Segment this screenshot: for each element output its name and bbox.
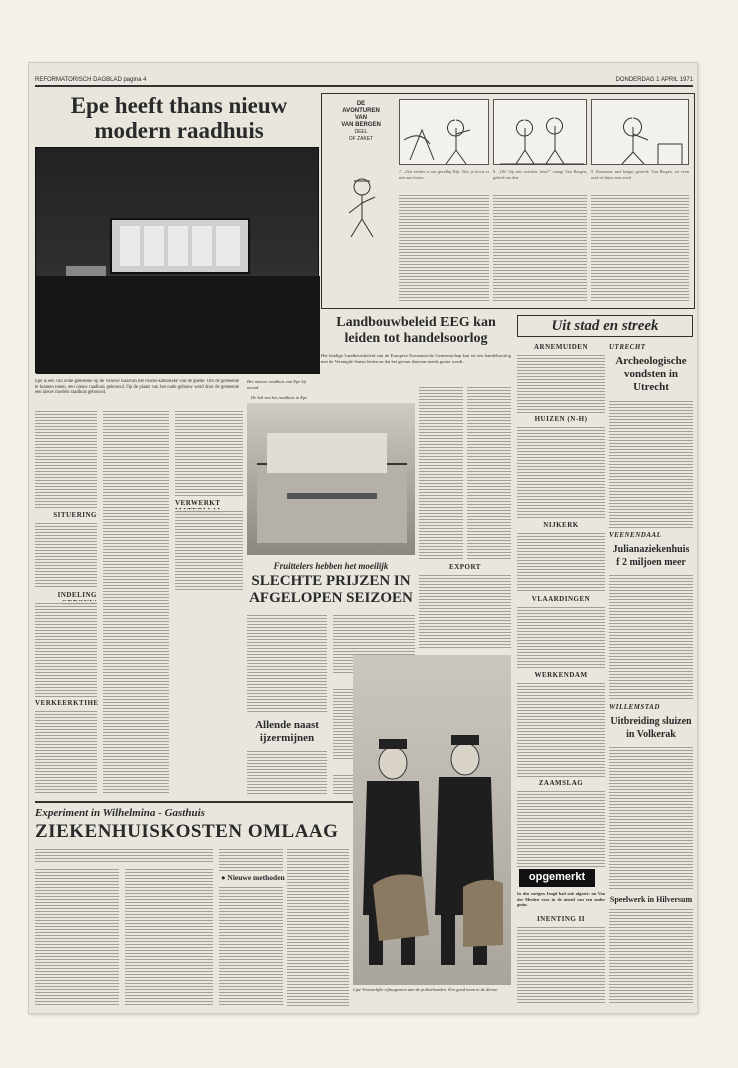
fruit-headline: SLECHTE PRIJZEN IN AFGELOPEN SEIZOEN bbox=[249, 573, 413, 606]
epe-subhead-situering: SITUERING bbox=[53, 511, 97, 519]
utrecht-text bbox=[609, 399, 693, 529]
ziekenhuis-headline: ZIEKENHUISKOSTEN OMLAAG bbox=[35, 821, 339, 842]
utrecht-headline: Archeologische vondsten in Utrecht bbox=[615, 355, 687, 393]
comic-text-lines-1 bbox=[399, 193, 489, 301]
eeg-lead: Het huidige Landbouwbeleid van de Europese Economische Gemeenschap kan tot een handelsoorlog met de Verenigde Staten leiden en dat het gevaar daarvan steeds groter wordt. bbox=[321, 353, 511, 364]
town-zaamslag: ZAAMSLAG bbox=[538, 779, 584, 787]
comic-text-lines-3 bbox=[591, 193, 689, 301]
comic-text-2: 8. „Oh! Op een wrieden, bent!" vraagt Van Bergen, gebied om den. bbox=[493, 169, 587, 180]
ziekenhuis-col1-text bbox=[35, 867, 119, 1007]
comic-text-lines-2 bbox=[493, 193, 587, 301]
eeg-col-text-3 bbox=[419, 573, 511, 649]
eeg-col1-text bbox=[419, 385, 463, 561]
willemstad-header: WILLEMSTAD bbox=[609, 703, 660, 711]
speelwerk-headline: Speelwerk in Hilversum bbox=[609, 895, 693, 904]
ziekenhuis-col3-text bbox=[219, 847, 283, 871]
vlaardingen-text bbox=[517, 605, 605, 669]
raadhuis-photo bbox=[35, 147, 319, 373]
police-photo-caption: Lipe Vrouwelijke rijksagenten aan de politiehonden. Een goed team in de dienst. bbox=[353, 987, 498, 992]
sluizen-headline: Uitbreiding sluizen in Volkerak bbox=[610, 716, 692, 740]
veenendaal-header: VEENENDAAL bbox=[609, 531, 662, 539]
ziekenhuis-lead-text bbox=[35, 847, 213, 863]
comic-panel-1 bbox=[399, 99, 489, 165]
opgemerkt-text: In den vorigen Jeugd had ook afgezet: nu Van der Meulen voor in de uitstel van een ander gezin. bbox=[517, 891, 605, 908]
sluizen-text bbox=[609, 745, 693, 891]
zaamslag-text bbox=[517, 789, 605, 867]
ijzer-headline: Allende naast ijzermijnen bbox=[255, 719, 319, 744]
epe-subhead-indeling: INDELING bbox=[57, 591, 97, 599]
fruit-col1-text bbox=[247, 613, 327, 713]
masthead-left: REFORMATORISCH DAGBLAD pagina 4 bbox=[35, 77, 147, 83]
utrecht-header: UTRECHT bbox=[609, 343, 646, 351]
town-nijkerk: NIJKERK bbox=[543, 521, 579, 529]
town-arnemuiden: ARNEMUIDEN bbox=[534, 343, 588, 351]
fruit-kicker: Fruittelers hebben het moeilijk bbox=[273, 561, 389, 571]
comic-panel-3 bbox=[591, 99, 689, 165]
eeg-headline: Landbouwbeleid EEG kan leiden tot handelsoorlog bbox=[336, 315, 496, 346]
epe-col1-text-3 bbox=[35, 601, 97, 697]
epe-subhead-materiaal: VERWERKT bbox=[175, 499, 221, 507]
town-vlaardingen: VLAARDINGEN bbox=[531, 595, 591, 603]
masthead bbox=[35, 73, 693, 87]
epe-col3-text-2 bbox=[175, 509, 243, 591]
ziekenhuis-subhead: ● Nieuwe methoden bbox=[221, 873, 285, 882]
epe-col3-text bbox=[175, 409, 243, 497]
ziekenhuis-col2-text bbox=[125, 867, 213, 1007]
ziekenhuis-col4-text bbox=[287, 847, 349, 1007]
ziekenhuis-kicker: Experiment in Wilhelmina - Gasthuis bbox=[35, 807, 205, 819]
ijzer-text bbox=[247, 749, 327, 795]
town-werkendam: WERKENDAM bbox=[534, 671, 588, 679]
inenting-text bbox=[517, 925, 605, 1005]
epe-col2-text bbox=[103, 409, 169, 795]
comic-panel-2 bbox=[493, 99, 587, 165]
epe-col1-text-4 bbox=[35, 709, 97, 795]
epe-intro: Epe is een van onde gemeente op de Veluwe waarvan het rooms-katholieke van de goede. Om de gemeente te kunnen tonen, een nieuw raadhuis gebouwd. Op de plaats van het oude gebouw werd door de gemeente een nieuw modern raadhuis gebouwd. bbox=[35, 379, 239, 396]
comic-title: DE AVONTUREN VAN VAN BERGEN DEEL OF ZAKET bbox=[341, 101, 381, 142]
eeg-subhead-export: EXPORT bbox=[449, 563, 481, 571]
town-inenting: INENTING II bbox=[536, 915, 586, 923]
comic-figure-icon bbox=[335, 173, 389, 243]
nijkerk-text bbox=[517, 531, 605, 593]
epe-col1-text-2 bbox=[35, 521, 97, 589]
juliana-headline: Julianaziekenhuis f 2 miljoen meer bbox=[612, 544, 690, 568]
eeg-col2-text bbox=[467, 385, 511, 561]
town-huizen: HUIZEN (N-H) bbox=[534, 415, 588, 423]
newspaper-page bbox=[28, 62, 698, 1014]
police-women-photo bbox=[353, 655, 511, 985]
opgemerkt-stamp: opgemerkt bbox=[519, 869, 595, 887]
stad-header: Uit stad en streek bbox=[551, 318, 659, 334]
huizen-text bbox=[517, 425, 605, 519]
epe-headline: Epe heeft thans nieuw modern raadhuis bbox=[70, 93, 288, 143]
juliana-text bbox=[609, 573, 693, 699]
epe-photo2-caption: De hal van het raadhuis in Epe bbox=[251, 395, 308, 400]
raadhuis-hal-photo bbox=[247, 403, 415, 555]
comic-text-1: 7. „Ziet eender is ons gezellig Bijt. Nee, je hoort er niet aan horen. bbox=[399, 169, 489, 180]
arnemuiden-text bbox=[517, 353, 605, 413]
ziekenhuis-col3-text-2 bbox=[219, 885, 283, 1007]
masthead-right: DONDERDAG 1 APRIL 1971 bbox=[615, 77, 693, 83]
comic-text-3: 9. Kommen, met longer getreed: Van Bergen, tot even raad en bijen eens rond. bbox=[591, 169, 689, 180]
epe-photo-caption: Het nieuwe raadhuis van Epe bij avond. bbox=[247, 379, 307, 390]
werkendam-text bbox=[517, 681, 605, 777]
epe-col1-text bbox=[35, 409, 97, 509]
epe-subhead-verkeerktihe: VERKEERKTIHE bbox=[35, 699, 99, 707]
stad-header-box bbox=[517, 315, 693, 337]
speelwerk-text bbox=[609, 907, 693, 1005]
